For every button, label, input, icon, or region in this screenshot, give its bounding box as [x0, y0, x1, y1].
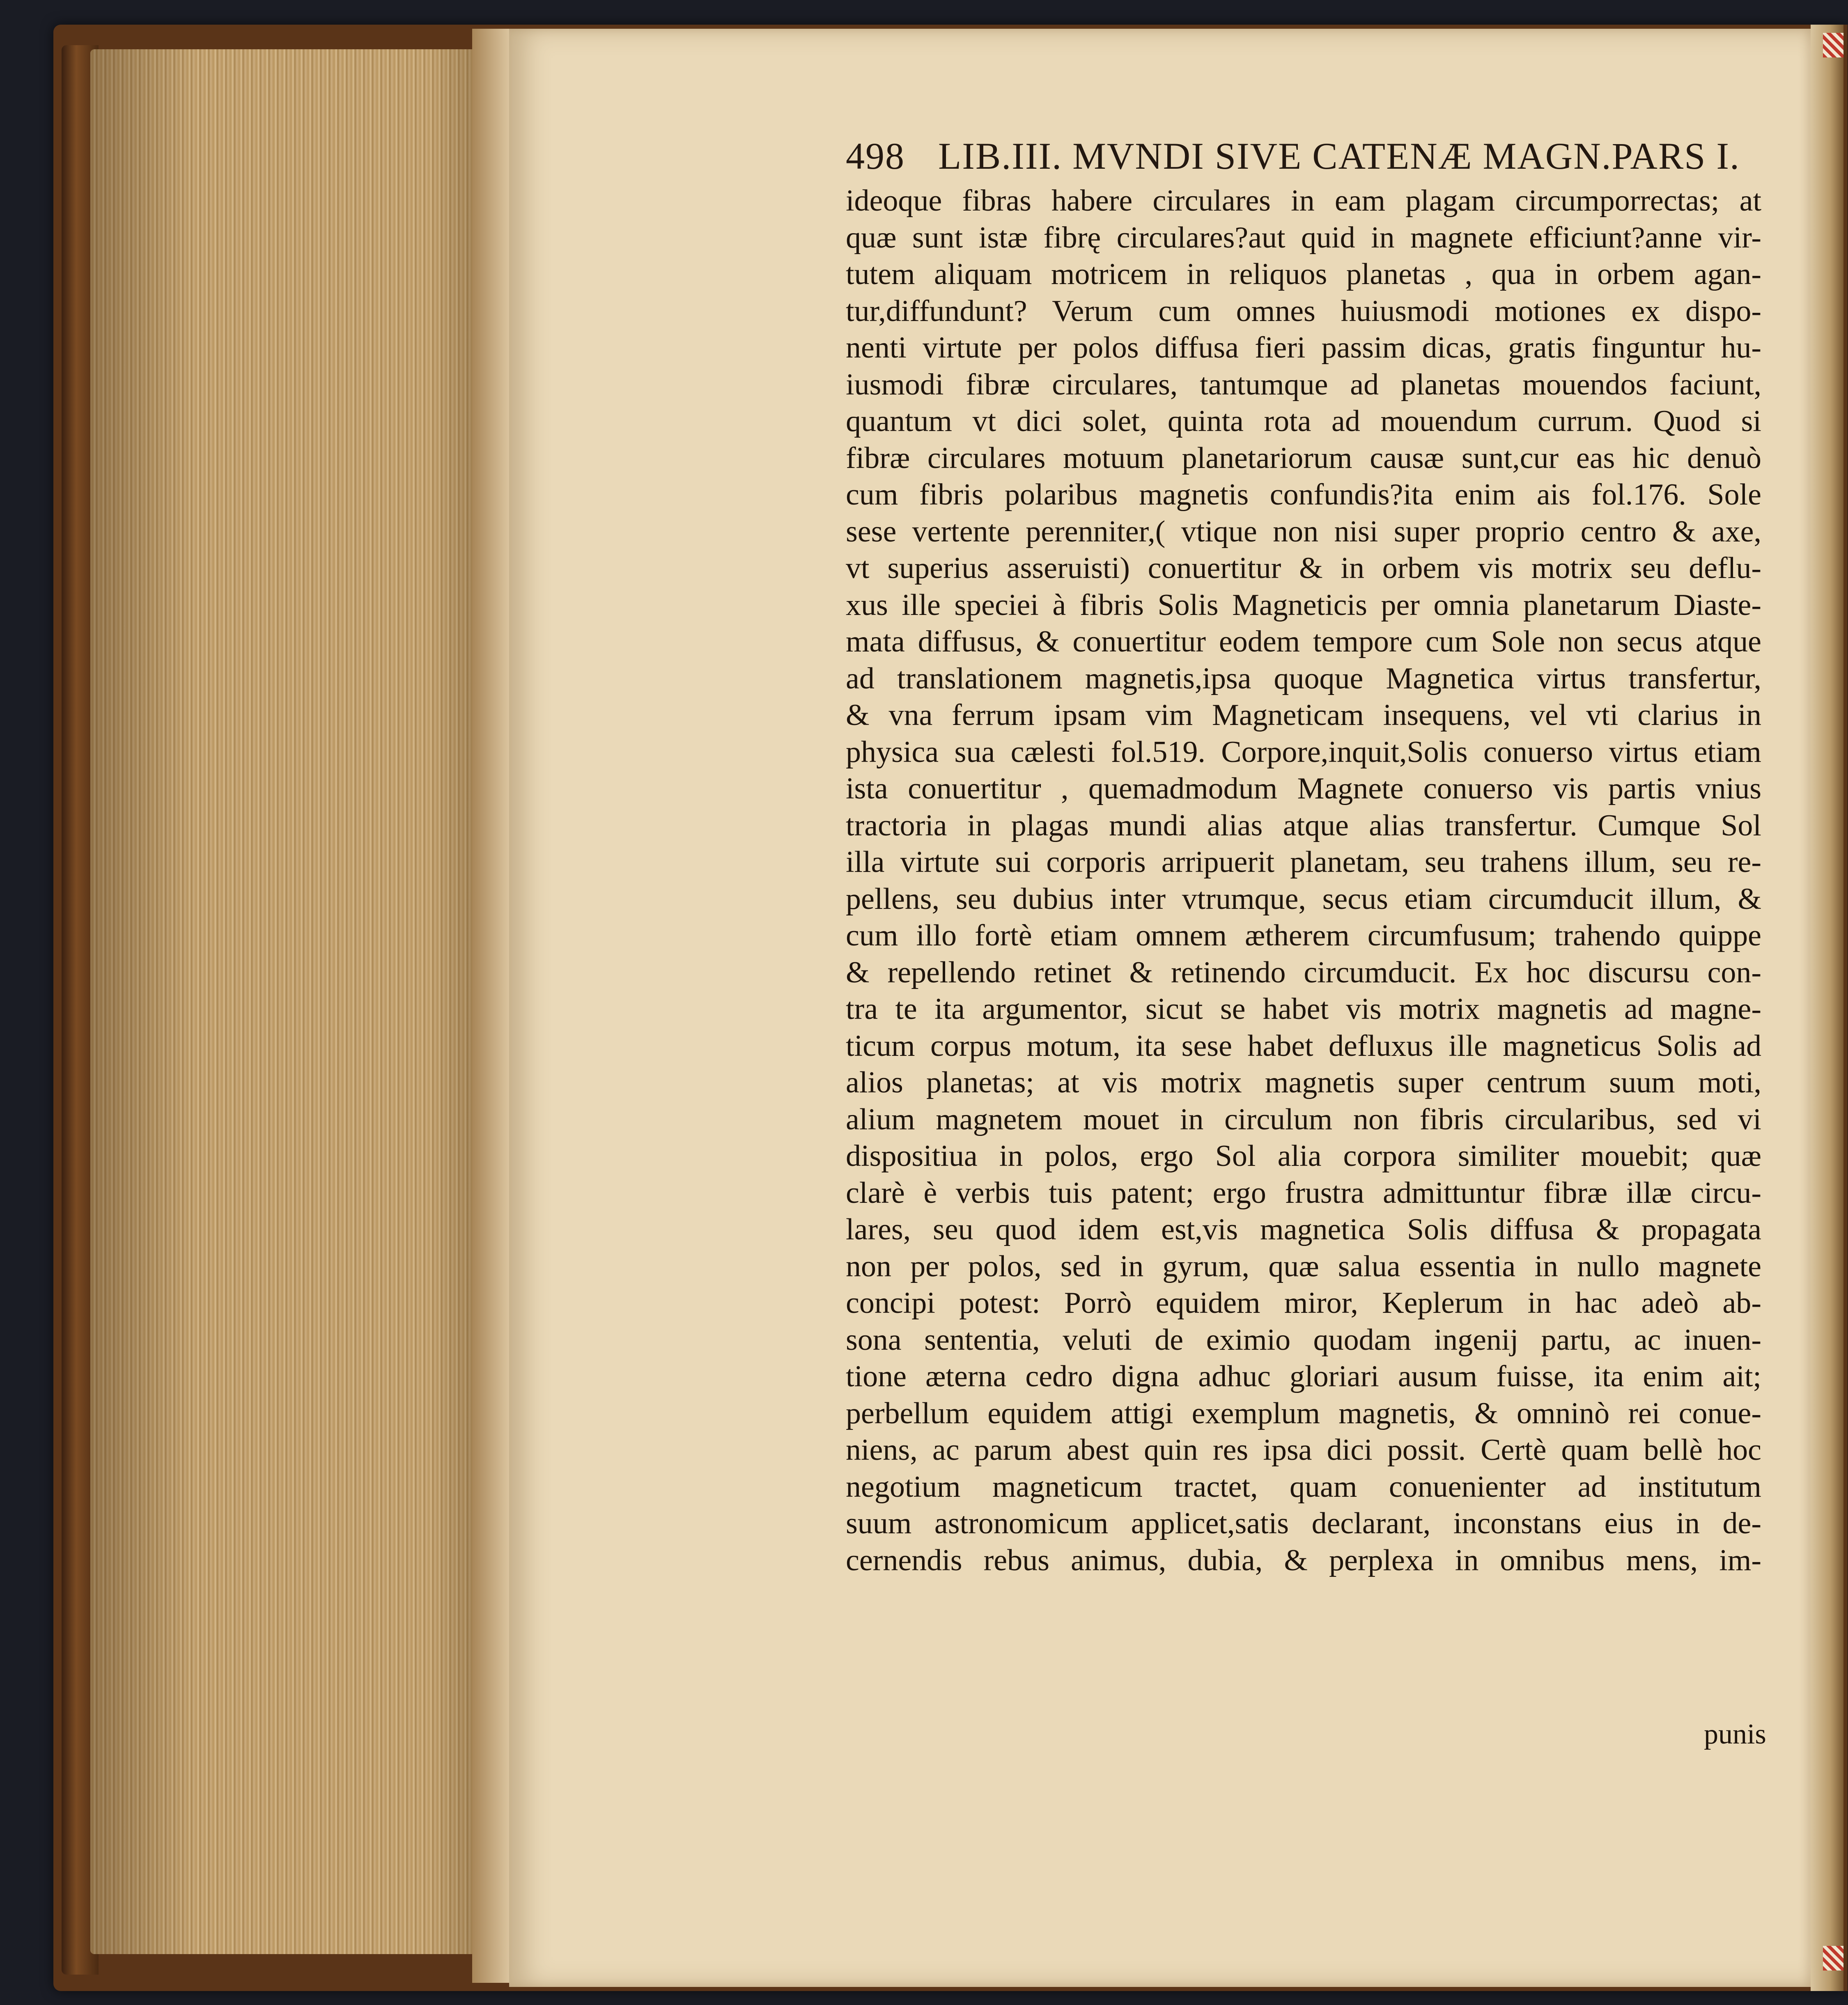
text-line: suum astronomicum applicet,satis declarant, inconstans eius in de- [846, 1507, 1761, 1540]
text-line: cum fibris polaribus magnetis confundis?ita enim ais fol.176. Sole [846, 478, 1761, 512]
text-line: alium magnetem mouet in circulum non fibris circularibus, sed vi [846, 1102, 1761, 1136]
text-line: tione æterna cedro digna adhuc gloriari ausum fuisse, ita enim ait; [846, 1360, 1761, 1393]
color-calibration-strip-top [1823, 33, 1843, 57]
text-line: illa virtute sui corporis arripuerit planetam, seu trahens illum, seu re- [846, 845, 1761, 879]
text-line: mata diffusus, & conuertitur eodem tempore cum Sole non secus atque [846, 625, 1761, 658]
text-line: niens, ac parum abest quin res ipsa dici possit. Certè quam bellè hoc [846, 1433, 1761, 1467]
catchword: punis [1704, 1718, 1766, 1750]
text-line: cum illo fortè etiam omnem ætherem circumfusum; trahendo quippe [846, 919, 1761, 952]
text-line: physica sua cælesti fol.519. Corpore,inquit,Solis conuerso virtus etiam [846, 735, 1761, 769]
text-line: ticum corpus motum, ita sese habet defluxus ille magneticus Solis ad [846, 1029, 1761, 1063]
text-line: dispositiua in polos, ergo Sol alia corpora similiter mouebit; quæ [846, 1139, 1761, 1173]
text-line: tur,diffundunt? Verum cum omnes huiusmodi motiones ex dispo- [846, 294, 1761, 328]
body-text [846, 183, 1761, 1579]
text-line: nenti virtute per polos diffusa fieri passim dicas, gratis finguntur hu- [846, 331, 1761, 365]
text-line: sona sententia, veluti de eximio quodam ingenij partu, ac inuen- [846, 1323, 1761, 1357]
text-line: tutem aliquam motricem in reliquos planetas , qua in orbem agan- [846, 257, 1761, 291]
text-line: tra te ita argumentor, sicut se habet vis motrix magnetis ad magne- [846, 992, 1761, 1026]
text-line: & repellendo retinet & retinendo circumducit. Ex hoc discursu con- [846, 955, 1761, 989]
text-line: quæ sunt istæ fibrę circulares?aut quid in magnete efficiunt?anne vir- [846, 220, 1761, 255]
text-line: pellens, seu dubius inter vtrumque, secus etiam circumducit illum, & [846, 882, 1761, 916]
text-line: lares, seu quod idem est,vis magnetica Solis diffusa & propagata [846, 1213, 1761, 1246]
page-header [846, 131, 1761, 181]
text-line: clarè è verbis tuis patent; ergo frustra admittuntur fibræ illæ circu- [846, 1176, 1761, 1210]
text-line: vt superius asseruisti) conuertitur & in orbem vis motrix seu deflu- [846, 551, 1761, 585]
left-page-block-edges [90, 49, 513, 1954]
right-page-edge [1811, 25, 1843, 1991]
text-line: xus ille speciei à fibris Solis Magneticis per omnia planetarum Diaste- [846, 588, 1761, 622]
text-line: iusmodi fibræ circulares, tantumque ad planetas mouendos faciunt, [846, 367, 1761, 401]
running-title: LIB.III. MVNDI SIVE CATENÆ MAGN.PARS I. [938, 135, 1740, 177]
text-line: alios planetas; at vis motrix magnetis super centrum suum moti, [846, 1066, 1761, 1099]
text-line: ad translationem magnetis,ipsa quoque Magnetica virtus transfertur, [846, 661, 1761, 695]
text-line: concipi potest: Porrò equidem miror, Keplerum in hac adeò ab- [846, 1286, 1761, 1320]
text-line: ideoque fibras habere circulares in eam plagam circumporrectas; at [846, 184, 1761, 218]
text-line: fibræ circulares motuum planetariorum causæ sunt,cur eas hic denuò [846, 441, 1761, 475]
text-line: sese vertente perenniter,( vtique non nisi super proprio centro & axe, [846, 514, 1761, 548]
page-number: 498 [846, 135, 905, 177]
text-line: quantum vt dici solet, quinta rota ad mouendum currum. Quod si [846, 404, 1761, 438]
color-calibration-strip-bottom [1823, 1946, 1843, 1971]
text-line: non per polos, sed in gyrum, quæ salua essentia in nullo magnete [846, 1249, 1761, 1283]
text-line: & vna ferrum ipsam vim Magneticam insequens, vel vti clarius in [846, 698, 1761, 732]
text-line: ista conuertitur , quemadmodum Magnete conuerso vis partis vnius [846, 772, 1761, 805]
text-line: negotium magneticum tractet, quam conuenienter ad institutum [846, 1470, 1761, 1504]
text-line: cernendis rebus animus, dubia, & perplexa in omnibus mens, im- [846, 1543, 1761, 1577]
text-line: tractoria in plagas mundi alias atque alias transfertur. Cumque Sol [846, 808, 1761, 842]
text-line: perbellum equidem attigi exemplum magnetis, & omninò rei conue- [846, 1396, 1761, 1430]
